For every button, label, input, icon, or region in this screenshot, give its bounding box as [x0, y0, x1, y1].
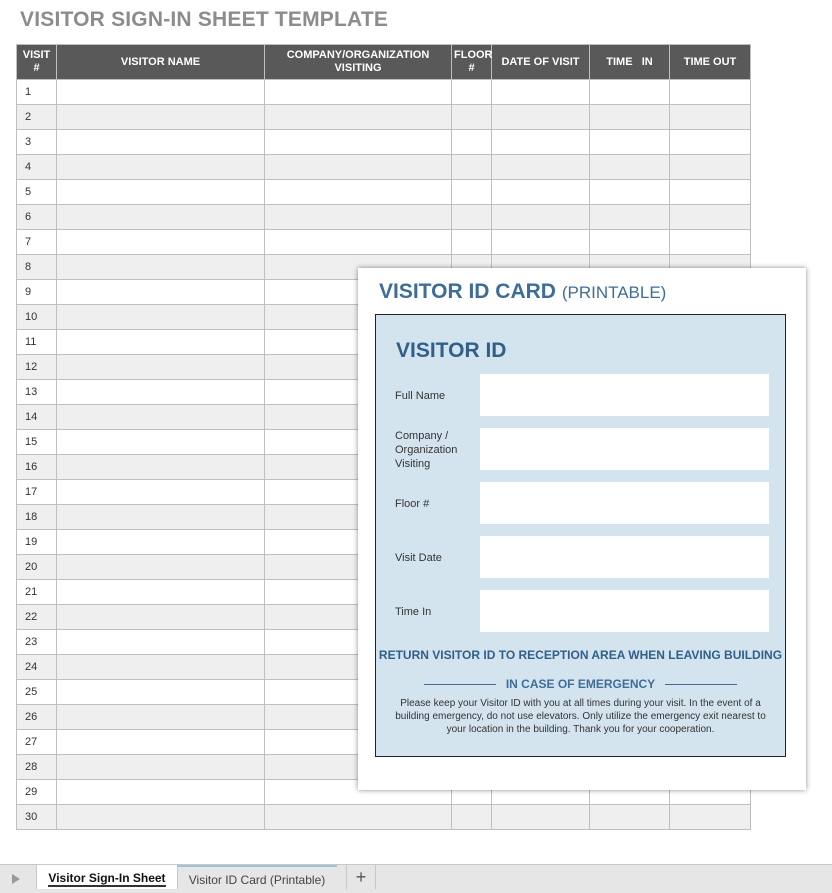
table-cell[interactable]	[57, 405, 265, 430]
sheet-title: VISITOR SIGN-IN SHEET TEMPLATE	[20, 8, 389, 31]
table-cell[interactable]	[492, 130, 590, 155]
table-cell[interactable]	[492, 205, 590, 230]
table-cell[interactable]	[265, 105, 452, 130]
visit-number-cell[interactable]: 26	[17, 705, 57, 730]
table-row	[17, 805, 751, 830]
sheet-tab-bar	[0, 864, 832, 893]
table-cell[interactable]	[670, 180, 751, 205]
floor-field[interactable]	[480, 482, 769, 524]
table-cell[interactable]	[57, 680, 265, 705]
id-panel	[375, 314, 786, 757]
table-cell[interactable]	[590, 230, 670, 255]
table-row	[17, 105, 751, 130]
col-header-time-out[interactable]: TIME OUT	[670, 45, 751, 80]
visit-number-cell[interactable]: 17	[17, 480, 57, 505]
table-cell[interactable]	[57, 505, 265, 530]
visit-number-cell[interactable]: 27	[17, 730, 57, 755]
table-cell[interactable]	[452, 180, 492, 205]
table-cell[interactable]	[492, 105, 590, 130]
table-cell[interactable]	[57, 280, 265, 305]
visit-number-cell[interactable]: 28	[17, 755, 57, 780]
table-cell[interactable]	[670, 105, 751, 130]
visit-number-cell[interactable]: 12	[17, 355, 57, 380]
table-cell[interactable]	[57, 355, 265, 380]
table-cell[interactable]	[265, 805, 452, 830]
table-cell[interactable]	[590, 130, 670, 155]
table-cell[interactable]	[590, 180, 670, 205]
table-cell[interactable]	[590, 205, 670, 230]
table-cell[interactable]	[57, 580, 265, 605]
table-cell[interactable]	[57, 230, 265, 255]
table-cell[interactable]	[57, 705, 265, 730]
tab-visitor-id-card[interactable]: Visitor ID Card (Printable)	[177, 865, 337, 891]
visit-number-cell[interactable]: 24	[17, 655, 57, 680]
visit-number-cell[interactable]: 15	[17, 430, 57, 455]
visit-number-cell[interactable]: 13	[17, 380, 57, 405]
table-cell[interactable]	[57, 130, 265, 155]
col-header-floor[interactable]: FLOOR #	[452, 45, 492, 80]
visit-number-cell[interactable]: 7	[17, 230, 57, 255]
table-cell[interactable]	[265, 230, 452, 255]
table-cell[interactable]	[670, 805, 751, 830]
table-cell[interactable]	[57, 80, 265, 105]
table-cell[interactable]	[265, 205, 452, 230]
table-cell[interactable]	[57, 555, 265, 580]
visit-number-cell[interactable]: 2	[17, 105, 57, 130]
visit-number-cell[interactable]: 16	[17, 455, 57, 480]
visit-number-cell[interactable]: 11	[17, 330, 57, 355]
visit-number-cell[interactable]: 20	[17, 555, 57, 580]
floor-label: Floor #	[395, 498, 430, 510]
table-cell[interactable]	[492, 230, 590, 255]
table-cell[interactable]	[590, 805, 670, 830]
play-icon[interactable]	[12, 874, 20, 884]
col-header-company[interactable]: COMPANY/ORGANIZATION VISITING	[265, 45, 452, 80]
table-cell[interactable]	[57, 530, 265, 555]
emergency-divider-right	[665, 684, 737, 685]
add-sheet-icon[interactable]: +	[346, 865, 376, 889]
time-in-label: Time In	[395, 606, 432, 618]
visit-number-cell[interactable]: 19	[17, 530, 57, 555]
table-cell[interactable]	[492, 80, 590, 105]
table-cell[interactable]	[452, 230, 492, 255]
table-cell[interactable]	[57, 480, 265, 505]
table-cell[interactable]	[492, 805, 590, 830]
visit-number-cell[interactable]: 4	[17, 155, 57, 180]
table-cell[interactable]	[265, 155, 452, 180]
visit-number-cell[interactable]: 22	[17, 605, 57, 630]
table-row	[17, 230, 751, 255]
table-header-row	[17, 45, 751, 80]
table-cell[interactable]	[265, 130, 452, 155]
visit-number-cell[interactable]: 18	[17, 505, 57, 530]
visitor-id-card	[358, 268, 806, 790]
table-row	[17, 80, 751, 105]
table-cell[interactable]	[452, 205, 492, 230]
tab-visitor-sign-in-sheet[interactable]: Visitor Sign-In Sheet	[36, 865, 178, 889]
visit-date-field[interactable]	[480, 536, 769, 578]
table-row	[17, 130, 751, 155]
visit-number-cell[interactable]: 25	[17, 680, 57, 705]
table-cell[interactable]	[57, 730, 265, 755]
emergency-title: IN CASE OF EMERGENCY	[505, 677, 656, 691]
table-cell[interactable]	[265, 80, 452, 105]
visit-date-label: Visit Date	[395, 552, 442, 564]
table-cell[interactable]	[590, 105, 670, 130]
company-label: Company / Organization Visiting	[395, 430, 458, 470]
col-header-date-of-visit[interactable]: DATE OF VISIT	[492, 45, 590, 80]
table-cell[interactable]	[57, 380, 265, 405]
company-field[interactable]	[480, 428, 769, 470]
card-title-text: VISITOR ID CARD	[379, 280, 556, 303]
visit-number-cell[interactable]: 5	[17, 180, 57, 205]
table-cell[interactable]	[57, 255, 265, 280]
table-cell[interactable]	[670, 155, 751, 180]
visit-number-cell[interactable]: 21	[17, 580, 57, 605]
visit-number-cell[interactable]: 6	[17, 205, 57, 230]
table-row	[17, 180, 751, 205]
table-cell[interactable]	[57, 180, 265, 205]
emergency-heading-row	[376, 677, 785, 691]
table-cell[interactable]	[590, 80, 670, 105]
table-cell[interactable]	[57, 780, 265, 805]
table-cell[interactable]	[452, 805, 492, 830]
table-cell[interactable]	[57, 330, 265, 355]
table-cell[interactable]	[57, 455, 265, 480]
visit-number-cell[interactable]: 1	[17, 80, 57, 105]
emergency-text: Please keep your Visitor ID with you at all times during your visit. In the event of a building emergency, do not use elevators. Only utilize the emergency exit nearest to your location in the building. Thank you for your cooperation.	[395, 698, 766, 735]
table-cell[interactable]	[57, 155, 265, 180]
table-cell[interactable]	[670, 80, 751, 105]
table-cell[interactable]	[57, 805, 265, 830]
id-heading: VISITOR ID	[396, 339, 507, 362]
visit-number-cell[interactable]: 29	[17, 780, 57, 805]
table-cell[interactable]	[670, 130, 751, 155]
table-cell[interactable]	[57, 630, 265, 655]
table-cell[interactable]	[57, 605, 265, 630]
table-cell[interactable]	[452, 105, 492, 130]
table-cell[interactable]	[57, 305, 265, 330]
visit-number-cell[interactable]: 3	[17, 130, 57, 155]
emergency-divider-left	[424, 684, 496, 685]
table-cell[interactable]	[670, 205, 751, 230]
table-row	[17, 155, 751, 180]
table-cell[interactable]	[57, 655, 265, 680]
visit-number-cell[interactable]: 30	[17, 805, 57, 830]
return-note: RETURN VISITOR ID TO RECEPTION AREA WHEN LEAVING BUILDING	[378, 648, 783, 662]
visit-number-cell[interactable]: 14	[17, 405, 57, 430]
visit-number-cell[interactable]: 9	[17, 280, 57, 305]
table-cell[interactable]	[265, 180, 452, 205]
card-title	[379, 280, 666, 304]
table-cell[interactable]	[57, 105, 265, 130]
card-subtitle: (PRINTABLE)	[561, 283, 667, 302]
col-header-visit-number[interactable]: VISIT #	[17, 45, 57, 80]
table-row	[17, 205, 751, 230]
table-cell[interactable]	[57, 205, 265, 230]
table-cell[interactable]	[452, 130, 492, 155]
visit-number-cell[interactable]: 10	[17, 305, 57, 330]
table-cell[interactable]	[670, 230, 751, 255]
col-header-time-in[interactable]: TIME IN	[590, 45, 670, 80]
table-cell[interactable]	[57, 755, 265, 780]
table-cell[interactable]	[452, 155, 492, 180]
table-cell[interactable]	[492, 155, 590, 180]
col-header-visitor-name[interactable]: VISITOR NAME	[57, 45, 265, 80]
table-cell[interactable]	[492, 180, 590, 205]
full-name-field[interactable]	[480, 374, 769, 416]
table-cell[interactable]	[452, 80, 492, 105]
time-in-field[interactable]	[480, 590, 769, 632]
visit-number-cell[interactable]: 8	[17, 255, 57, 280]
full-name-label: Full Name	[395, 390, 446, 402]
table-cell[interactable]	[57, 430, 265, 455]
table-cell[interactable]	[590, 155, 670, 180]
visit-number-cell[interactable]: 23	[17, 630, 57, 655]
